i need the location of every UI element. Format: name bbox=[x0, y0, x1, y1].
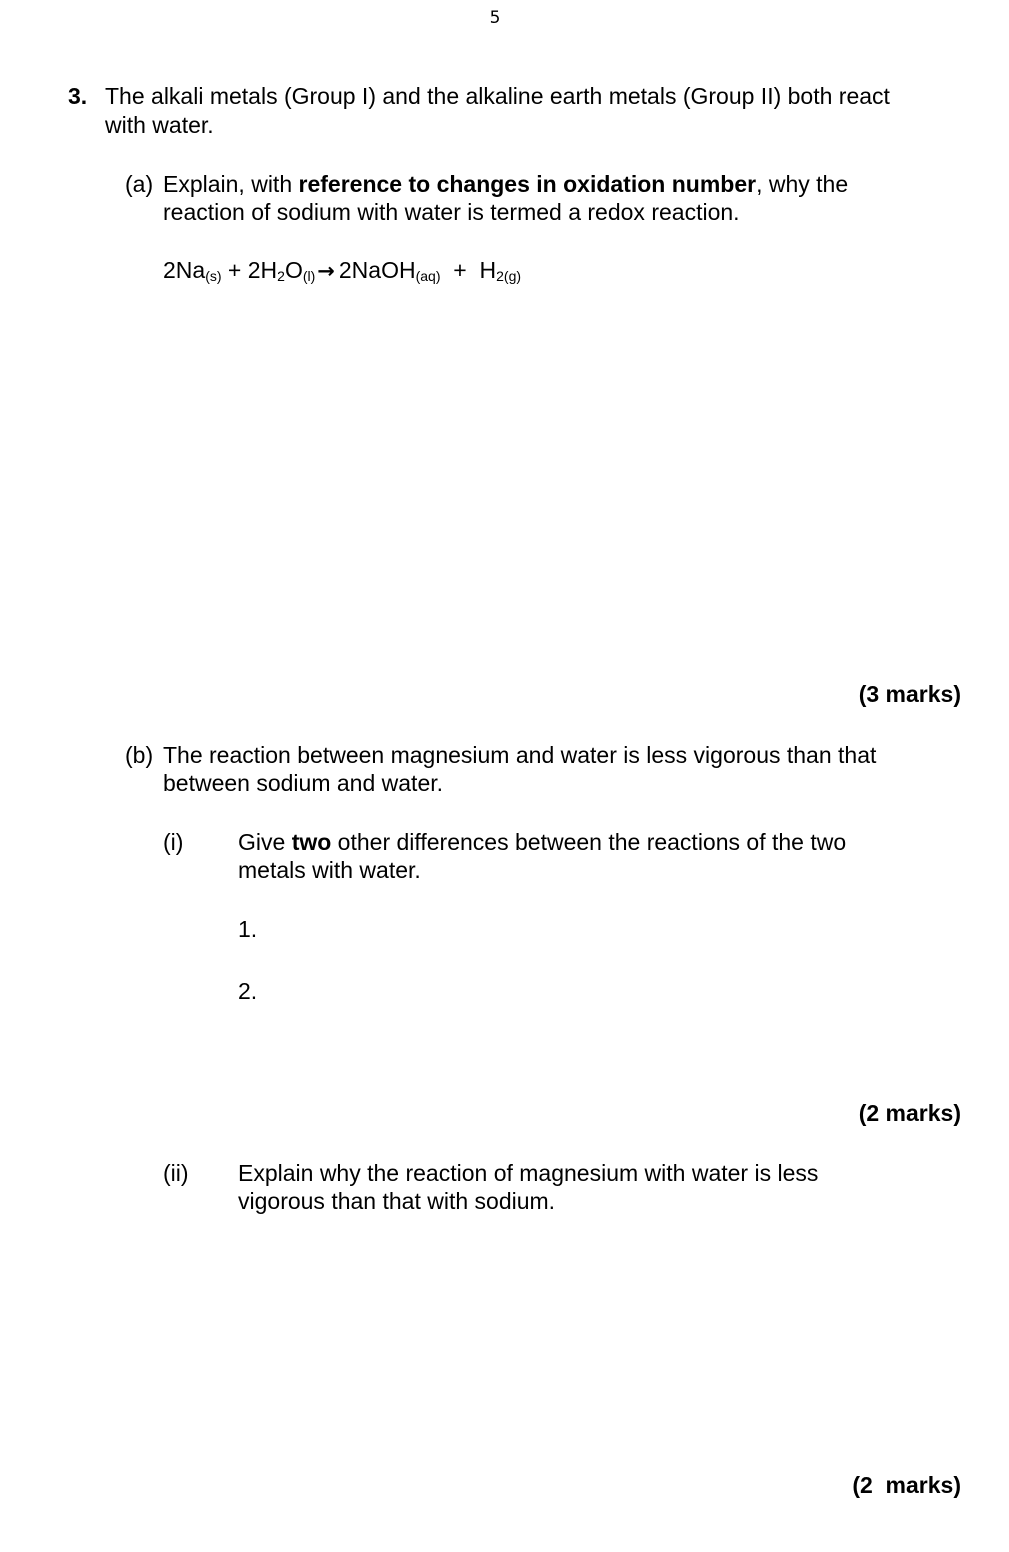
part-a-text-pre: Explain, with bbox=[163, 171, 299, 197]
part-a-text-post: , why the bbox=[756, 171, 849, 197]
eq-reactant2-state: (l) bbox=[302, 268, 316, 284]
part-b-i-text-bold: two bbox=[291, 829, 332, 855]
part-b-i-line1 bbox=[238, 828, 846, 856]
part-a-label: (a) bbox=[125, 171, 154, 197]
part-b-line2: between sodium and water. bbox=[163, 770, 444, 796]
part-b-i-marks: (2 marks) bbox=[858, 1100, 961, 1126]
part-b-line1: The reaction between magnesium and water is less vigorous than that bbox=[163, 742, 877, 768]
eq-product1-state: (aq) bbox=[415, 268, 441, 284]
eq-reactant2-tail: O bbox=[284, 257, 303, 283]
part-b-label: (b) bbox=[125, 742, 154, 768]
part-b-ii-line1: Explain why the reaction of magnesium with water is less bbox=[238, 1160, 819, 1186]
part-b-ii-marks: (2 marks) bbox=[852, 1472, 961, 1498]
part-b-ii-line2: vigorous than that with sodium. bbox=[238, 1188, 556, 1214]
eq-reactant2-sub: 2 bbox=[277, 268, 285, 284]
question-stem-line2: with water. bbox=[105, 112, 214, 138]
part-b-i-text-post: other differences between the reactions of the two bbox=[331, 829, 847, 855]
part-b-i-text-pre: Give bbox=[238, 829, 292, 855]
part-a-marks: (3 marks) bbox=[858, 681, 961, 707]
question-number: 3. bbox=[68, 83, 88, 109]
part-a-line1 bbox=[163, 170, 848, 198]
eq-product2: H bbox=[479, 257, 497, 283]
eq-product2-sub: 2(g) bbox=[496, 268, 522, 284]
answer-item-1: 1. bbox=[238, 916, 258, 942]
answer-item-2: 2. bbox=[238, 978, 258, 1004]
part-b-i-line2: metals with water. bbox=[238, 857, 421, 883]
eq-reactant2: 2H bbox=[247, 257, 278, 283]
part-b-i-label: (i) bbox=[163, 829, 184, 855]
part-a-line2: reaction of sodium with water is termed a redox reaction. bbox=[163, 199, 740, 225]
reaction-arrow-icon: → bbox=[317, 259, 335, 283]
page-number: 5 bbox=[489, 8, 501, 28]
question-stem-line1: The alkali metals (Group I) and the alkaline earth metals (Group II) both react bbox=[105, 83, 890, 109]
eq-reactant1-state: (s) bbox=[205, 268, 222, 284]
chemical-equation bbox=[163, 256, 521, 285]
eq-plus1: + bbox=[227, 257, 242, 283]
eq-product1: 2NaOH bbox=[338, 257, 416, 283]
eq-reactant1: 2Na bbox=[163, 257, 206, 283]
part-a-text-bold: reference to changes in oxidation number bbox=[298, 171, 757, 197]
eq-plus2: + bbox=[453, 257, 467, 283]
part-b-ii-label: (ii) bbox=[163, 1160, 189, 1186]
